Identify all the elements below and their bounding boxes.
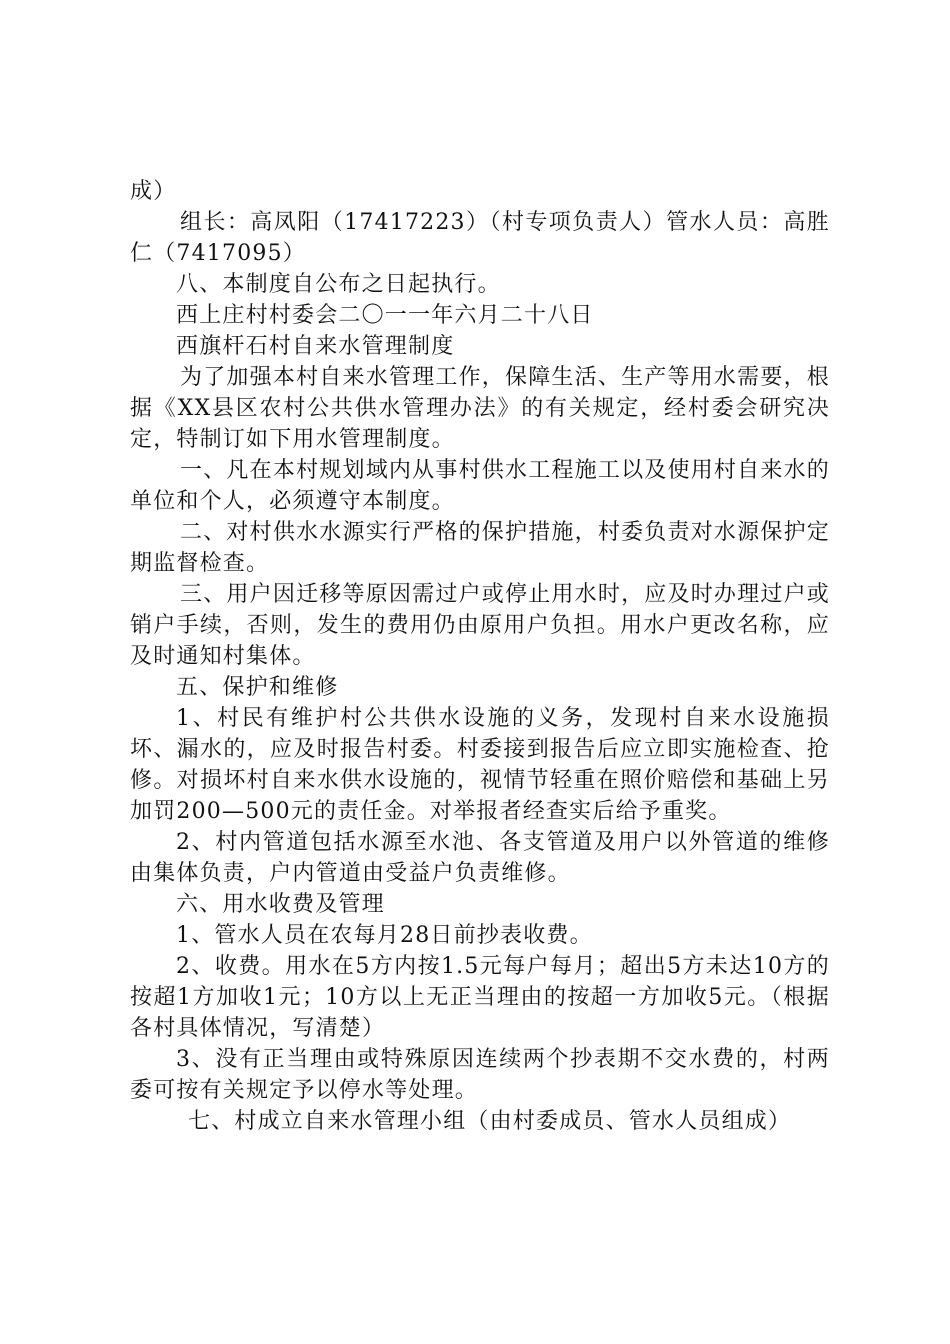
paragraph-preamble: 为了加强本村自来水管理工作，保障生活、生产等用水需要，根据《XX县区农村公共供水管理办法》的有关规定，经村委会研究决定，特制订如下用水管理制度。 [130, 365, 830, 452]
paragraph-article-3: 三、用户因迁移等原因需过户或停止用水时，应及时办理过户或销户手续，否则，发生的费用仍由原用户负担。用水户更改名称，应及时通知村集体。 [130, 582, 830, 669]
paragraph-fees-3: 3、没有正当理由或特殊原因连续两个抄表期不交水费的，村两委可按有关规定予以停水等处理。 [130, 1047, 830, 1103]
paragraph-fees-2: 2、收费。用水在5方内按1.5元每户每月；超出5方未达10方的按超1方加收1元；10方以上无正当理由的按超一方加收5元。（根据各村具体情况，写清楚） [130, 954, 830, 1041]
paragraph-group-leader: 组长：高凤阳（17417223）（村专项负责人）管水人员：高胜仁（7417095） [130, 210, 830, 266]
document-body [130, 176, 830, 1137]
paragraph-article-7: 七、村成立自来水管理小组（由村委成员、管水人员组成） [188, 1109, 792, 1134]
paragraph-effective-date: 八、本制度自公布之日起执行。 [176, 272, 501, 297]
section-heading-fees: 六、用水收费及管理 [176, 892, 385, 917]
section-heading-maintenance: 五、保护和维修 [176, 675, 339, 700]
paragraph-continuation: 成） [130, 179, 177, 204]
paragraph-article-1: 一、凡在本村规划域内从事村供水工程施工以及使用村自来水的单位和个人，必须遵守本制度。 [130, 458, 830, 514]
paragraph-signature-date: 西上庄村村委会二〇一一年六月二十八日 [176, 303, 594, 328]
paragraph-maintenance-1: 1、村民有维护村公共供水设施的义务，发现村自来水设施损坏、漏水的，应及时报告村委。村委接到报告后应立即实施检查、抢修。对损坏村自来水供水设施的，视情节轻重在照价赔偿和基础上另加罚200—500元的责任金。对举报者经查实后给予重奖。 [130, 706, 830, 824]
paragraph-article-2: 二、对村供水水源实行严格的保护措施，村委负责对水源保护定期监督检查。 [130, 520, 830, 576]
paragraph-maintenance-2: 2、村内管道包括水源至水池、各支管道及用户以外管道的维修由集体负责，户内管道由受益户负责维修。 [130, 830, 830, 886]
paragraph-fees-1: 1、管水人员在农每月28日前抄表收费。 [176, 923, 593, 948]
document-title: 西旗杆石村自来水管理制度 [176, 334, 455, 359]
